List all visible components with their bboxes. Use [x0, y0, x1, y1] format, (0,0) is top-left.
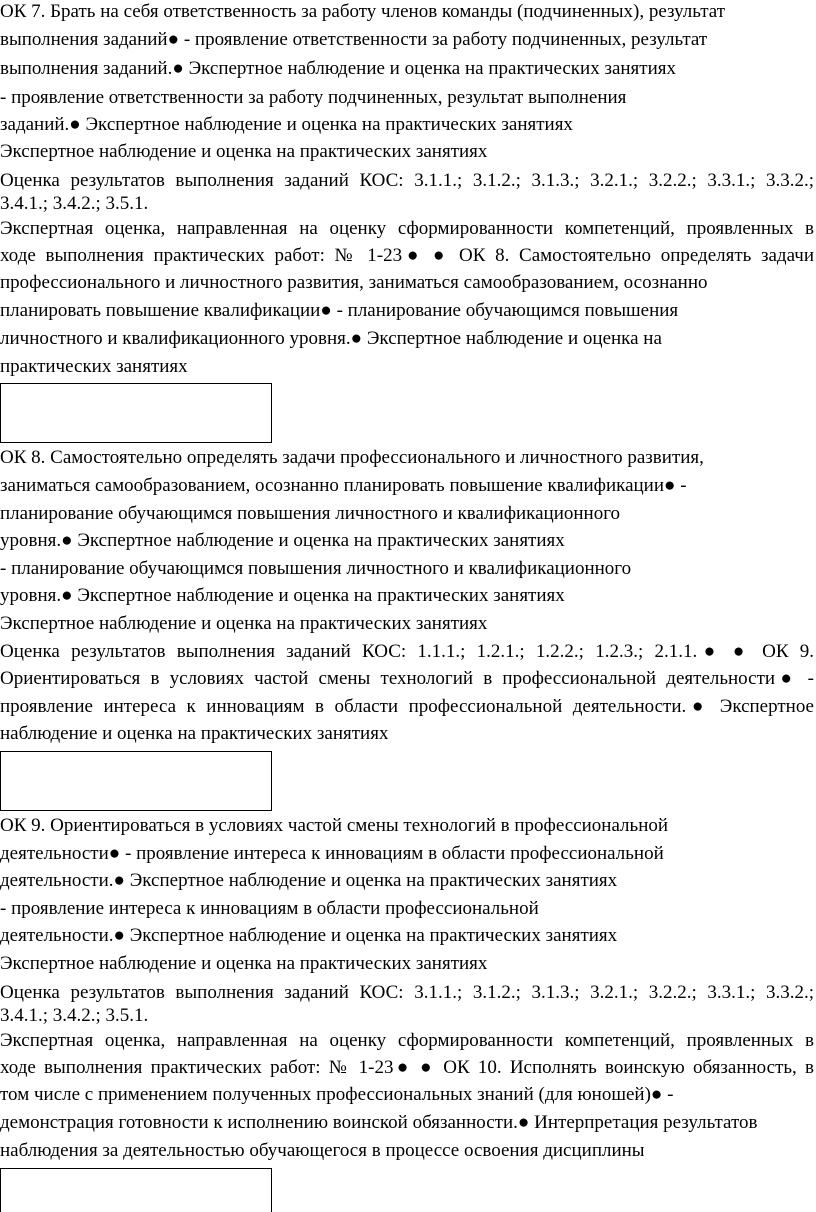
text-line: Экспертная оценка, направленная на оценку сформированности компетенций, проявленных в — [0, 1030, 814, 1051]
text-line: деятельности● - проявление интереса к инновациям в области профессиональной — [0, 843, 664, 864]
text-line: планировать повышение квалификации● - планирование обучающимся повышения — [0, 300, 679, 321]
text-line: деятельности.● Экспертное наблюдение и оценка на практических занятиях — [0, 870, 618, 891]
text-line: деятельности.● Экспертное наблюдение и оценка на практических занятиях — [0, 925, 618, 946]
text-line: 3.4.1.; 3.4.2.; 3.5.1. — [0, 193, 149, 214]
text-line: наблюдения за деятельностью обучающегося в процессе освоения дисциплины — [0, 1140, 645, 1161]
empty-cell-box — [0, 383, 272, 443]
text-line: демонстрация готовности к исполнению воинской обязанности.● Интерпретация результатов — [0, 1112, 758, 1133]
text-line: - проявление интереса к инновациям в области профессиональной — [0, 898, 539, 919]
text-line: уровня.● Экспертное наблюдение и оценка на практических занятиях — [0, 585, 565, 606]
text-line: том числе с применением полученных профессиональных знаний (для юношей)● - — [0, 1084, 674, 1105]
text-line: Экспертное наблюдение и оценка на практических занятиях — [0, 613, 488, 634]
text-line: профессионального и личностного развития, заниматься самообразованием, осознанно — [0, 272, 708, 293]
text-line: выполнения заданий● - проявление ответственности за работу подчиненных, результат — [0, 29, 708, 50]
text-line: ОК 8. Самостоятельно определять задачи профессионального и личностного развития, — [0, 447, 704, 468]
text-line: уровня.● Экспертное наблюдение и оценка на практических занятиях — [0, 530, 565, 551]
text-line: наблюдение и оценка на практических занятиях — [0, 723, 389, 744]
text-line: - проявление ответственности за работу подчиненных, результат выполнения — [0, 87, 627, 108]
text-line: заданий.● Экспертное наблюдение и оценка на практических занятиях — [0, 114, 573, 135]
text-line: ходе выполнения практических работ: № 1-23● ● ОК 10. Исполнять воинскую обязанность, в — [0, 1057, 814, 1078]
text-line: Ориентироваться в условиях частой смены технологий в профессиональной деятельности● - — [0, 668, 814, 689]
text-line: практических занятиях — [0, 356, 188, 377]
text-line: проявление интереса к инновациям в области профессиональной деятельности.● Экспертное — [0, 696, 814, 717]
text-line: - планирование обучающимся повышения личностного и квалификационного — [0, 558, 632, 579]
text-line: планирование обучающимся повышения личностного и квалификационного — [0, 503, 621, 524]
text-line: Оценка результатов выполнения заданий КОС: 3.1.1.; 3.1.2.; 3.1.3.; 3.2.1.; 3.2.2.; 3.3.1.; 3.3.2.; — [0, 982, 814, 1003]
text-line: личностного и квалификационного уровня.● Экспертное наблюдение и оценка на — [0, 328, 662, 349]
text-line: ОК 7. Брать на себя ответственность за работу членов команды (подчиненных), результат — [0, 1, 726, 22]
text-line: Оценка результатов выполнения заданий КОС: 1.1.1.; 1.2.1.; 1.2.2.; 1.2.3.; 2.1.1.● ● ОК 9. — [0, 641, 814, 662]
empty-cell-box — [0, 1168, 272, 1212]
text-line: 3.4.1.; 3.4.2.; 3.5.1. — [0, 1005, 149, 1026]
text-line: ОК 9. Ориентироваться в условиях частой смены технологий в профессиональной — [0, 815, 669, 836]
text-line: Экспертное наблюдение и оценка на практических занятиях — [0, 953, 488, 974]
empty-cell-box — [0, 751, 272, 811]
text-line: заниматься самообразованием, осознанно планировать повышение квалификации● - — [0, 475, 687, 496]
text-line: Экспертное наблюдение и оценка на практических занятиях — [0, 141, 488, 162]
text-line: выполнения заданий.● Экспертное наблюдение и оценка на практических занятиях — [0, 58, 676, 79]
text-line: Экспертная оценка, направленная на оценку сформированности компетенций, проявленных в — [0, 218, 814, 239]
text-line: Оценка результатов выполнения заданий КОС: 3.1.1.; 3.1.2.; 3.1.3.; 3.2.1.; 3.2.2.; 3.3.1.; 3.3.2.; — [0, 170, 814, 191]
text-line: ходе выполнения практических работ: № 1-23● ● ОК 8. Самостоятельно определять задачи — [0, 245, 814, 266]
